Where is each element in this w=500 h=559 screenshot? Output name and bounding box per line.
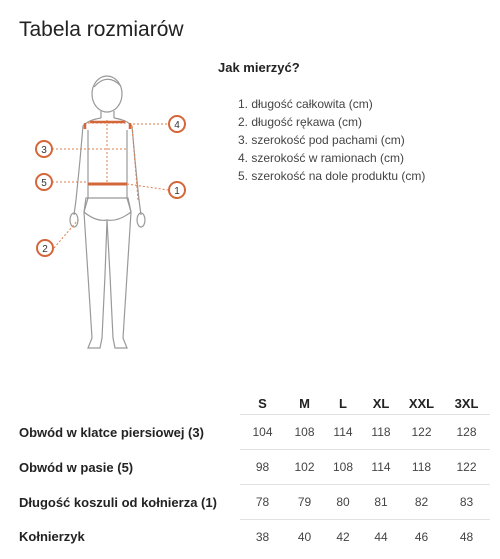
table-cell: 102 — [285, 450, 324, 485]
table-cell: 104 — [240, 415, 285, 450]
svg-text:1: 1 — [174, 186, 180, 197]
body-outline — [70, 76, 145, 348]
howto-list — [238, 95, 425, 185]
table-row — [19, 520, 490, 555]
howto-item-2: 2. długość rękawa (cm) — [238, 115, 363, 129]
marker-4 — [169, 116, 185, 132]
row-label: Obwód w klatce piersiowej (3) — [19, 424, 204, 440]
howto-item-1: 1. długość całkowita (cm) — [238, 97, 373, 111]
marker-5 — [36, 174, 52, 190]
table-cell: 78 — [240, 485, 285, 520]
table-cell: 42 — [324, 520, 362, 555]
howto-item-3: 3. szerokość pod pachami (cm) — [238, 133, 405, 147]
table-cell: 114 — [324, 415, 362, 450]
svg-text:4: 4 — [174, 120, 180, 131]
howto-title: Jak mierzyć? — [218, 60, 300, 75]
svg-text:3: 3 — [41, 145, 47, 156]
marker-1 — [169, 182, 185, 198]
table-cell: 83 — [443, 485, 490, 520]
table-row — [19, 485, 490, 520]
table-cell: 108 — [285, 415, 324, 450]
row-label: Długość koszuli od kołnierza (1) — [19, 494, 217, 510]
table-cell: 46 — [400, 520, 443, 555]
table-cell: 122 — [400, 415, 443, 450]
size-header-s: S — [240, 392, 285, 415]
table-cell: 48 — [443, 520, 490, 555]
table-cell: 128 — [443, 415, 490, 450]
table-cell: 118 — [400, 450, 443, 485]
svg-text:2: 2 — [42, 244, 48, 255]
table-cell: 79 — [285, 485, 324, 520]
table-cell: 114 — [362, 450, 400, 485]
row-label: Obwód w pasie (5) — [19, 459, 134, 475]
measurement-figure — [28, 70, 198, 360]
table-cell: 98 — [240, 450, 285, 485]
table-cell: 80 — [324, 485, 362, 520]
howto-item-5: 5. szerokość na dole produktu (cm) — [238, 169, 426, 183]
marker-3 — [36, 141, 52, 157]
table-cell: 40 — [285, 520, 324, 555]
size-header-m: M — [285, 392, 324, 415]
svg-text:5: 5 — [41, 178, 47, 189]
howto-item-4: 4. szerokość w ramionach (cm) — [238, 151, 405, 165]
table-cell: 118 — [362, 415, 400, 450]
table-row — [19, 450, 490, 485]
header-blank — [19, 392, 240, 415]
marker-group — [36, 116, 185, 256]
size-header-xxl: XXL — [400, 392, 443, 415]
table-cell: 44 — [362, 520, 400, 555]
size-header-3xl: 3XL — [443, 392, 490, 415]
size-header-l: L — [324, 392, 362, 415]
page-title: Tabela rozmiarów — [19, 18, 184, 41]
table-cell: 108 — [324, 450, 362, 485]
table-row — [19, 415, 490, 450]
size-header-xl: XL — [362, 392, 400, 415]
table-cell: 122 — [443, 450, 490, 485]
table-cell: 38 — [240, 520, 285, 555]
row-label: Kołnierzyk — [19, 529, 85, 545]
table-cell: 81 — [362, 485, 400, 520]
table-cell: 82 — [400, 485, 443, 520]
size-table — [19, 392, 490, 554]
size-header-row — [19, 392, 490, 415]
marker-2 — [37, 240, 53, 256]
